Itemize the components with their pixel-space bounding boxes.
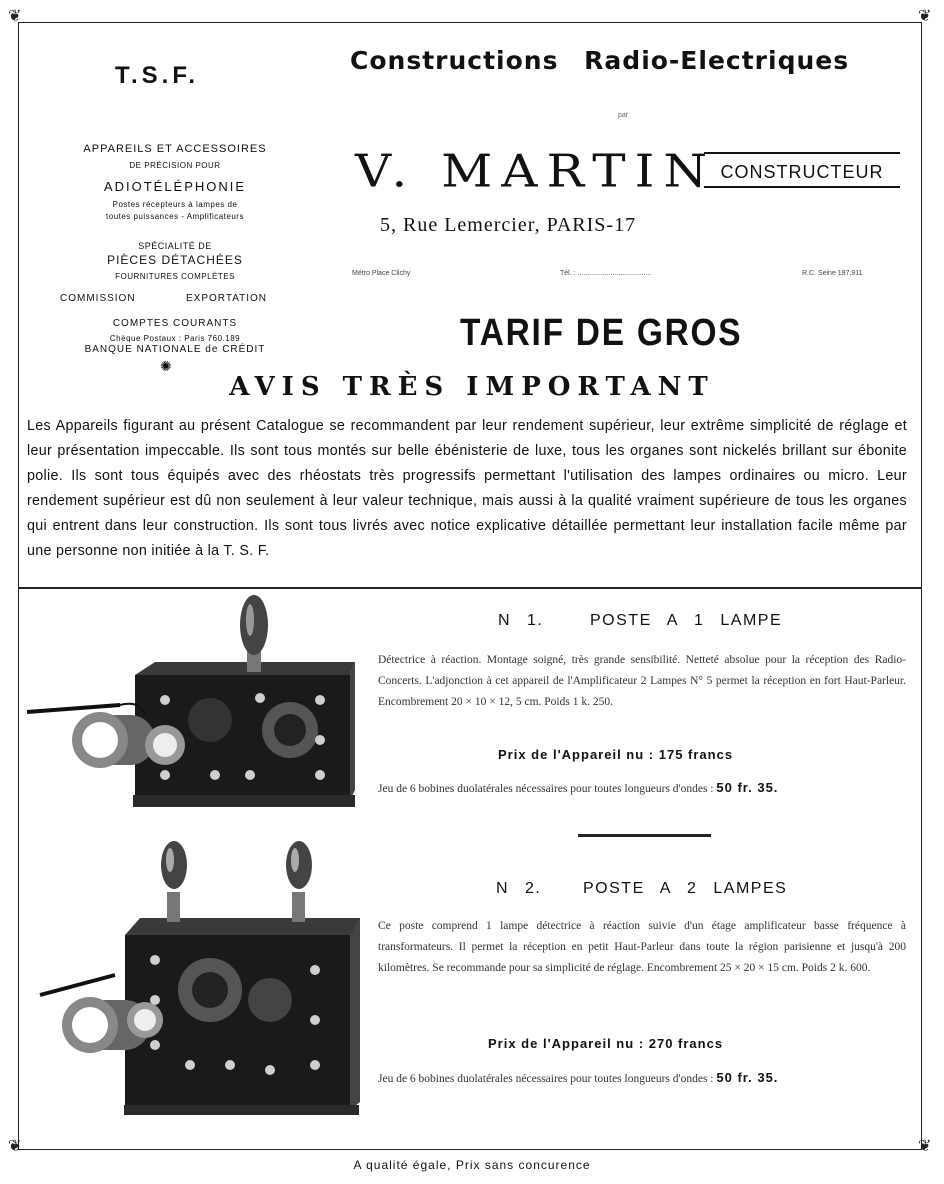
- left-line: ADIOTÉLÉPHONIE: [103, 179, 247, 194]
- left-line: APPAREILS ET ACCESSOIRES: [83, 143, 267, 155]
- product-1-extra: Jeu de 6 bobines duolatérales nécessaires pour toutes longueurs d'ondes : 50 fr. 35.: [378, 780, 779, 795]
- footer-slogan: A qualité égale, Prix sans concurence: [353, 1158, 591, 1172]
- radio-1-lamp-illustration: [25, 590, 370, 815]
- left-line: PIÈCES DÉTACHÉES: [107, 253, 243, 267]
- product-2-price: Prix de l'Appareil nu : 270 francs: [488, 1036, 724, 1051]
- radio-2-lamp-illustration: [30, 840, 375, 1120]
- section-divider: [18, 587, 922, 589]
- product-1-description: Détectrice à réaction. Montage soigné, très grande sensibilité. Netteté absolue pour la réception des Radio-Concerts. L'adjonction à cet appareil de l'Amplificateur 2 Lampes N° 5 permet la réception en fort Haut-Parleur. Encombrement 20 × 10 × 12, 5 cm. Poids 1 k. 250.: [378, 654, 906, 708]
- left-line: EXPORTATION: [186, 293, 268, 304]
- par-text: par: [618, 112, 629, 119]
- rc-text: R.C. Seine 197.911: [802, 270, 863, 277]
- product-1-price: Prix de l'Appareil nu : 175 francs: [498, 747, 734, 762]
- corner-ornament-icon: ❦: [8, 1136, 22, 1155]
- telephone-text: Tél. : ......................................: [560, 270, 652, 277]
- notice-text: Les Appareils figurant au présent Catalogue se recommandent par leur rendement supérieur, leur extrême simplicité de réglage et leur présentation impeccable. Ils sont tous montés sur belle ébénisterie de luxe, tous les organes sont nickelés brillant sur ébonite polie. Ils sont tous équipés avec des rhéostats très progressifs permettant l'utilisation des lampes ordinaires ou micro. Leur rendement supérieur est dû non seulement à leur valeur technique, mais aussi à la qualité vraiment supérieure de tous les organes qui entrent dans leur construction. Ils sont tous livrés avec notice explicative détaillée permettant leur installation facile même par une personne non initiée à la T. S. F.: [27, 418, 907, 559]
- left-line: COMPTES COURANTS: [112, 318, 238, 329]
- notice-heading: AVIS TRÈS IMPORTANT: [229, 372, 715, 402]
- left-line: Chèque Postaux : Paris 760.189: [109, 334, 241, 343]
- company-title: Constructions Radio-Electriques: [350, 46, 850, 75]
- left-line: DE PRÉCISION POUR: [129, 161, 221, 170]
- metro-text: Métro Place Clichy: [352, 270, 411, 277]
- left-line: SPÉCIALITÉ DE: [138, 241, 212, 251]
- corner-ornament-icon: ❦: [918, 1136, 932, 1155]
- corner-ornament-icon: ❦: [8, 6, 22, 25]
- left-line: toutes puissances - Amplificateurs: [106, 212, 244, 221]
- constructor-name: V. MARTIN: [355, 145, 717, 198]
- left-line: COMMISSION: [60, 293, 136, 304]
- address: 5, Rue Lemercier, PARIS-17: [380, 214, 637, 236]
- product-1-number: N 1.: [498, 612, 544, 629]
- product-1-title: POSTE A 1 LAMPE: [590, 612, 783, 629]
- tarif-heading: TARIF DE GROS: [460, 312, 743, 354]
- corner-ornament-icon: ❦: [918, 6, 932, 25]
- product-divider: [578, 834, 711, 837]
- left-line: BANQUE NATIONALE de CRÉDIT: [84, 344, 266, 355]
- product-2-number: N 2.: [496, 880, 542, 897]
- left-line: Postes récepteurs à lampes de: [112, 200, 238, 209]
- product-2-extra: Jeu de 6 bobines duolatérales nécessaires pour toutes longueurs d'ondes : 50 fr. 35.: [378, 1070, 779, 1085]
- product-2-title: POSTE A 2 LAMPES: [583, 880, 788, 897]
- product-2-description: Ce poste comprend 1 lampe détectrice à réaction suivie d'un étage amplificateur basse fréquence à transformateurs. Il permet la réception en petit Haut-Parleur dans toute la région parisienne et jusqu'à 200 kilomètres. Se recommande pour sa simplicité de réglage. Encombrement 25 × 20 × 15 cm. Poids 2 k. 600.: [378, 920, 906, 974]
- sunburst-ornament-icon: ✺: [160, 358, 172, 374]
- constructor-badge: CONSTRUCTEUR: [704, 152, 900, 188]
- left-line: FOURNITURES COMPLÈTES: [115, 272, 235, 281]
- tsf-title: T.S.F.: [115, 62, 200, 89]
